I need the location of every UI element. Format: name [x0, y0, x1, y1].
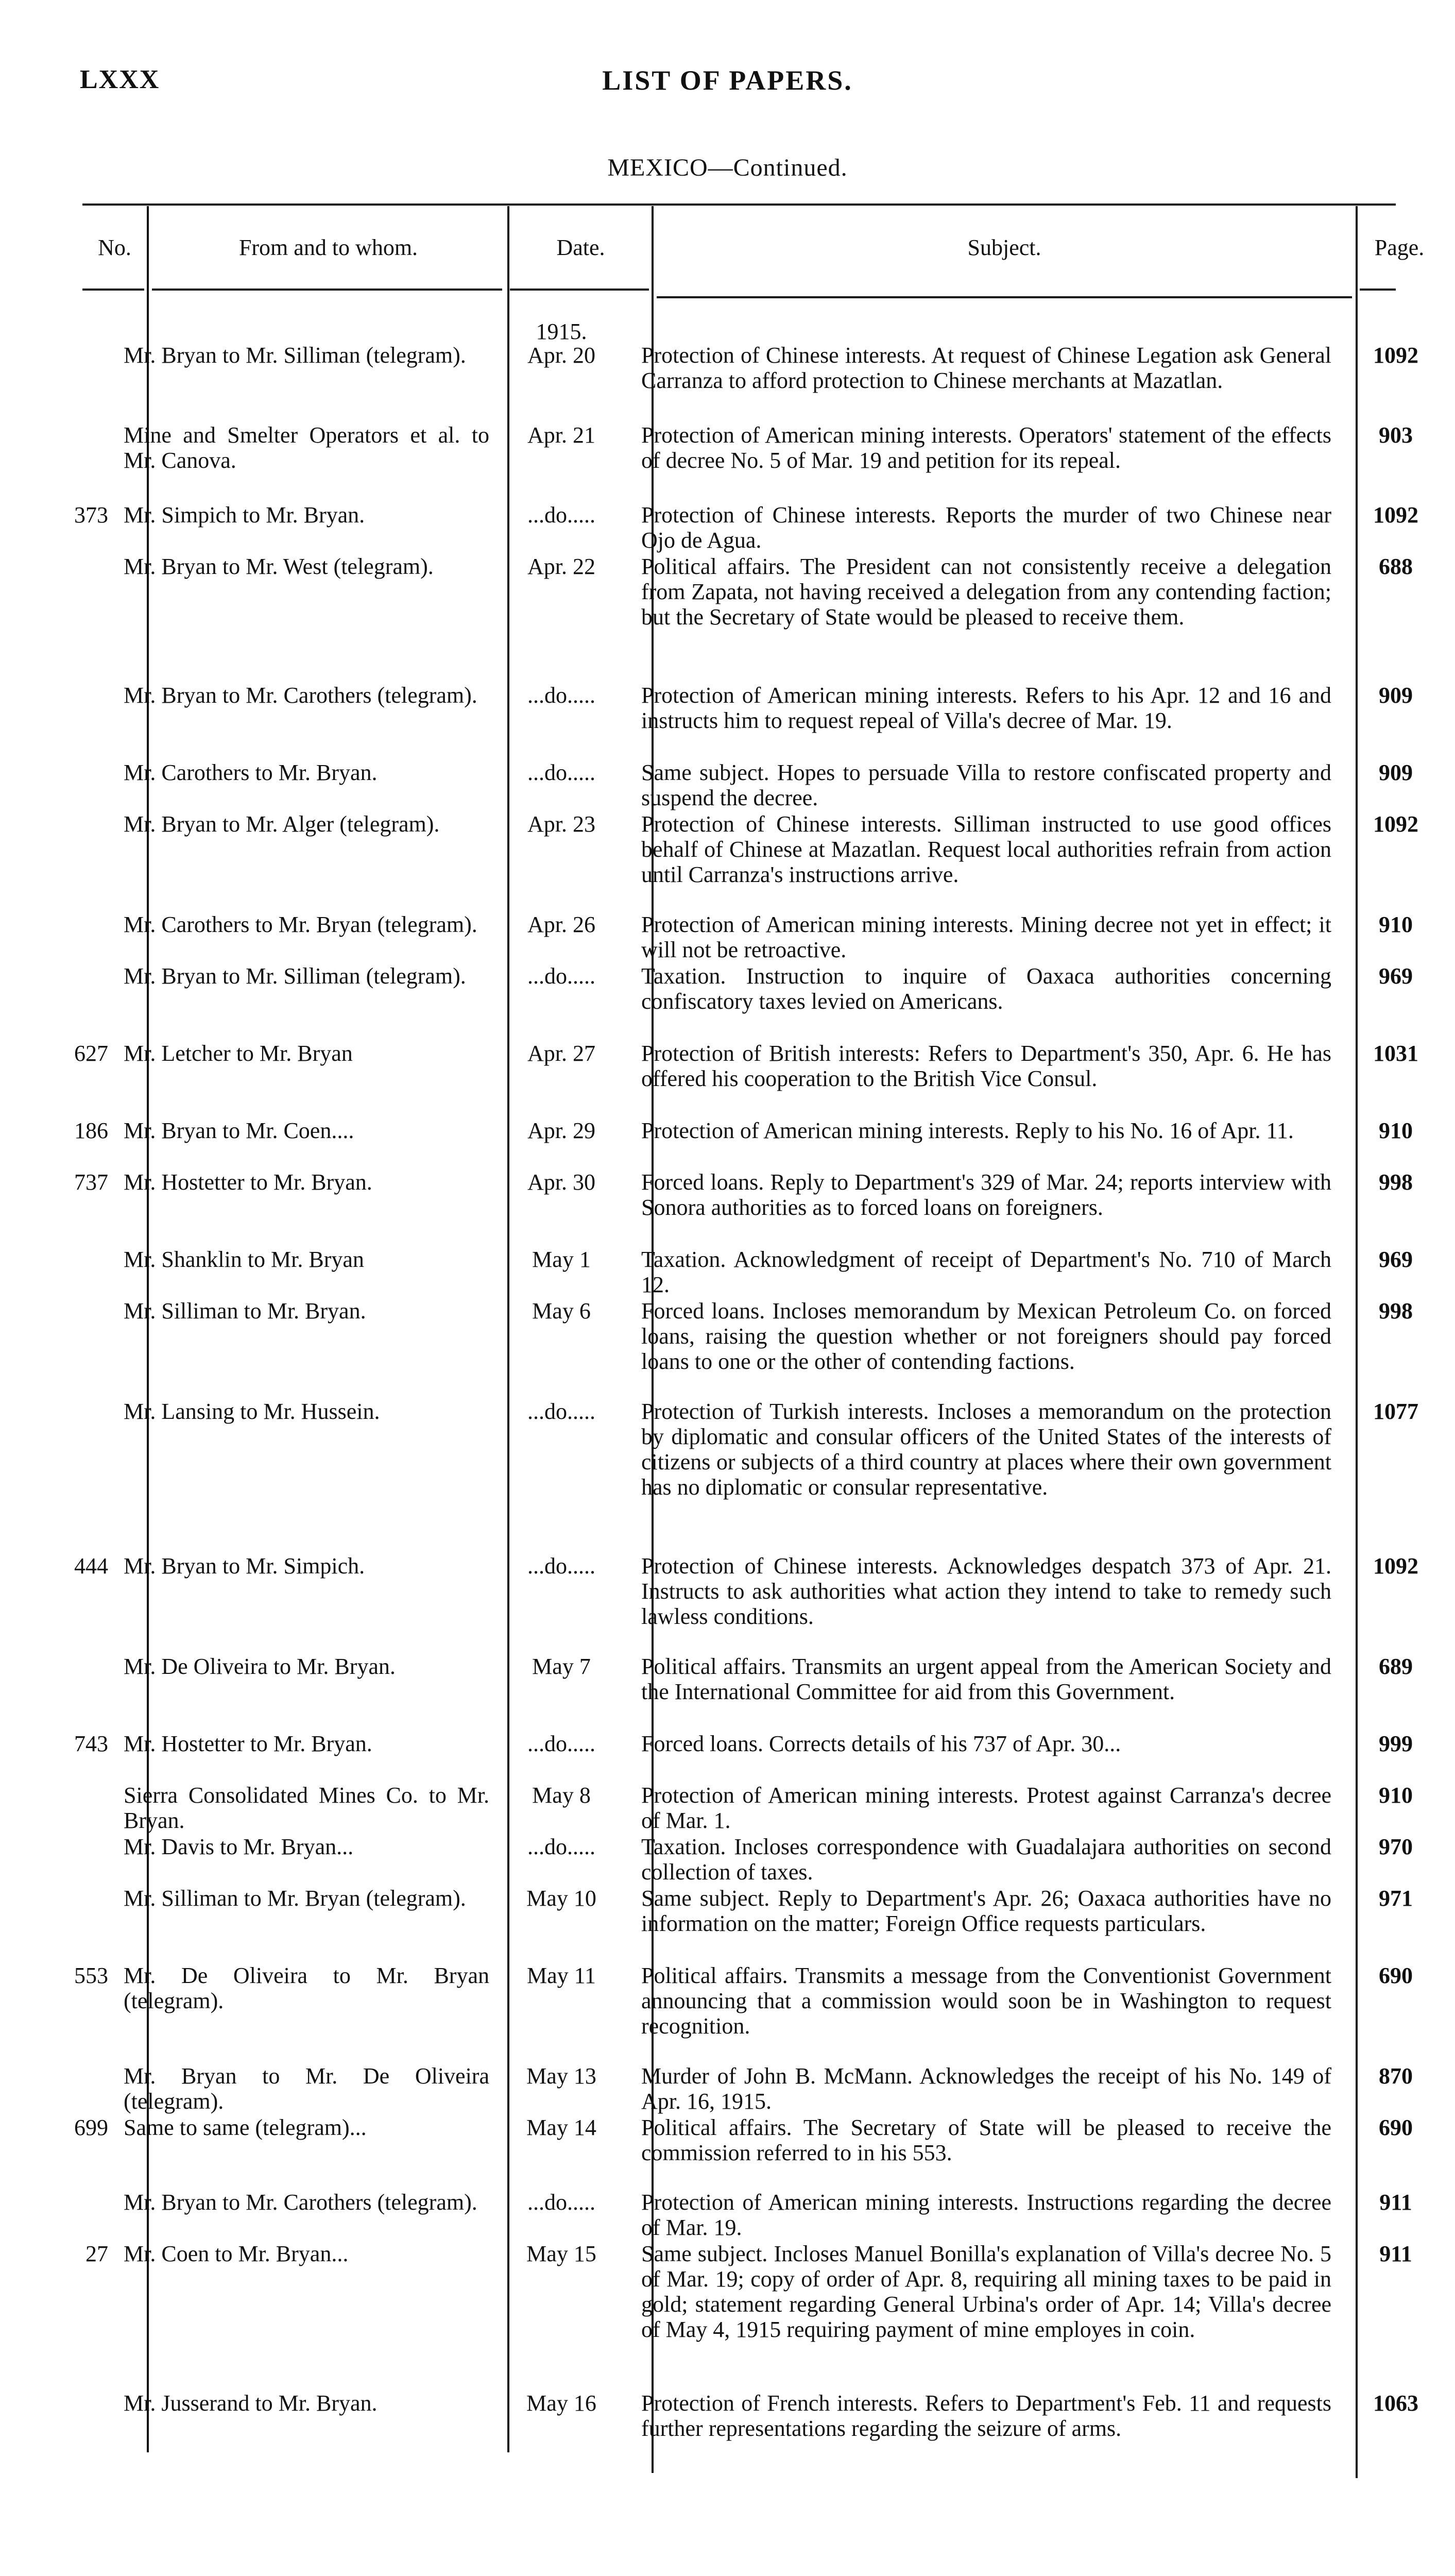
row-from: Mr. Shanklin to Mr. Bryan	[124, 1247, 364, 1272]
row-date: ...do.....	[527, 1834, 595, 1859]
row-subject: Protection of Chinese interests. Silliman instructed to use good offices behalf of Chinese at Mazatlan. Request local authorities refrain from action until Carranza's instructions arrive.	[641, 811, 1331, 887]
row-no: 627	[74, 1041, 108, 1066]
row-from: Mr. Silliman to Mr. Bryan.	[124, 1298, 366, 1324]
row-from: Sierra Consolidated Mines Co. to Mr. Bryan.	[124, 1783, 489, 1833]
row-from: Mr. Bryan to Mr. Simpich.	[124, 1553, 365, 1579]
row-page: 909	[1379, 760, 1413, 785]
row-subject: Protection of American mining interests. Instructions regarding the decree of Mar. 19.	[641, 2190, 1331, 2240]
row-page: 971	[1379, 1886, 1413, 1911]
row-subject: Political affairs. The Secretary of State will be pleased to receive the commission referred to in his 553.	[641, 2115, 1331, 2165]
column-header-no: No.	[98, 235, 131, 260]
row-date: May 6	[532, 1298, 591, 1324]
row-page: 688	[1379, 554, 1413, 579]
row-subject: Protection of Chinese interests. Reports the murder of two Chinese near Ojo de Agua.	[641, 502, 1331, 553]
row-subject: Protection of American mining interests. Refers to his Apr. 12 and 16 and instructs him to request repeal of Villa's decree of Mar. 19.	[641, 683, 1331, 733]
row-from: Mine and Smelter Operators et al. to Mr. Canova.	[124, 422, 489, 473]
row-no: 27	[85, 2241, 108, 2266]
row-page: 690	[1379, 2115, 1413, 2140]
row-no: 743	[74, 1731, 108, 1756]
column-header-subject: Subject.	[967, 235, 1041, 260]
row-from: Mr. Bryan to Mr. Carothers (telegram).	[124, 2190, 477, 2215]
row-page: 1031	[1373, 1041, 1418, 1066]
row-from: Mr. Carothers to Mr. Bryan (telegram).	[124, 912, 477, 937]
row-page: 911	[1379, 2190, 1412, 2215]
row-date: May 11	[526, 1963, 596, 1988]
row-from: Mr. Bryan to Mr. West (telegram).	[124, 554, 434, 579]
row-subject: Same subject. Hopes to persuade Villa to restore confiscated property and suspend the decree.	[641, 760, 1331, 810]
row-subject: Protection of American mining interests. Reply to his No. 16 of Apr. 11.	[641, 1118, 1294, 1143]
row-from: Mr. Bryan to Mr. De Oliveira (telegram).	[124, 2063, 489, 2114]
row-subject: Taxation. Instruction to inquire of Oaxaca authorities concerning confiscatory taxes levied on Americans.	[641, 963, 1331, 1014]
row-page: 1092	[1373, 1553, 1418, 1579]
column-header-from: From and to whom.	[238, 235, 418, 260]
row-page: 870	[1379, 2063, 1413, 2089]
row-subject: Protection of French interests. Refers to Department's Feb. 11 and requests further representations regarding the seizure of arms.	[641, 2391, 1331, 2441]
row-from: Mr. Carothers to Mr. Bryan.	[124, 760, 378, 785]
row-from: Mr. Bryan to Mr. Alger (telegram).	[124, 811, 440, 837]
row-date: ...do.....	[527, 502, 595, 528]
row-subject: Protection of American mining interests. Mining decree not yet in effect; it will not be retroactive.	[641, 912, 1331, 962]
row-page: 1063	[1373, 2391, 1418, 2416]
row-from: Mr. Hostetter to Mr. Bryan.	[124, 1170, 372, 1195]
row-date: ...do.....	[527, 1399, 595, 1424]
row-page: 1092	[1373, 811, 1418, 837]
row-from: Mr. Davis to Mr. Bryan...	[124, 1834, 354, 1859]
row-page: 969	[1379, 1247, 1413, 1272]
row-page: 1092	[1373, 502, 1418, 528]
row-date: May 14	[526, 2115, 596, 2140]
row-from: Mr. Letcher to Mr. Bryan	[124, 1041, 353, 1066]
column-header-page: Page.	[1374, 235, 1425, 260]
row-date: May 8	[532, 1783, 591, 1808]
row-subject: Taxation. Incloses correspondence with Guadalajara authorities on second collection of taxes.	[641, 1834, 1331, 1885]
row-no: 699	[74, 2115, 108, 2140]
row-page: 1092	[1373, 343, 1418, 368]
column-header-date: Date.	[556, 235, 605, 260]
row-no: 444	[74, 1553, 108, 1579]
row-no: 737	[74, 1170, 108, 1195]
row-page: 689	[1379, 1654, 1413, 1679]
row-subject: Same subject. Incloses Manuel Bonilla's explanation of Villa's decree No. 5 of Mar. 19; copy of order of Apr. 8, requiring all mining taxes to be paid in gold; statement regarding General Urbina's order of Apr. 14; Villa's decree of May 4, 1915 requiring payment of mine employes in coin.	[641, 2241, 1331, 2342]
page-title: LIST OF PAPERS.	[602, 65, 853, 96]
row-date: ...do.....	[527, 760, 595, 785]
row-subject: Protection of American mining interests. Protest against Carranza's decree of Mar. 1.	[641, 1783, 1331, 1833]
row-from: Mr. Hostetter to Mr. Bryan.	[124, 1731, 372, 1756]
year-label: 1915.	[536, 319, 587, 344]
row-date: ...do.....	[527, 683, 595, 708]
row-page: 903	[1379, 422, 1413, 448]
row-subject: Protection of Turkish interests. Incloses a memorandum on the protection by diplomatic and consular officers of the United States of the interests of citizens or subjects of a third country at places where their own government has no diplomatic or consular representative.	[641, 1399, 1331, 1500]
row-from: Mr. Bryan to Mr. Silliman (telegram).	[124, 343, 466, 368]
row-date: Apr. 26	[527, 912, 595, 937]
row-date: May 1	[532, 1247, 591, 1272]
row-subject: Political affairs. The President can not consistently receive a delegation from Zapata, not having received a delegation from any contending faction; but the Secretary of State would be pleased to receive them.	[641, 554, 1331, 630]
row-page: 998	[1379, 1298, 1413, 1324]
row-page: 690	[1379, 1963, 1413, 1988]
row-date: Apr. 27	[527, 1041, 595, 1066]
row-no: 186	[74, 1118, 108, 1143]
row-page: 1077	[1373, 1399, 1418, 1424]
row-from: Mr. Bryan to Mr. Carothers (telegram).	[124, 683, 477, 708]
row-date: Apr. 21	[527, 422, 595, 448]
page-number: LXXX	[80, 65, 160, 94]
row-date: May 7	[532, 1654, 591, 1679]
row-date: May 13	[526, 2063, 596, 2089]
row-subject: Protection of American mining interests. Operators' statement of the effects of decree No. 5 of Mar. 19 and petition for its repeal.	[641, 422, 1331, 473]
row-from: Mr. Simpich to Mr. Bryan.	[124, 502, 365, 528]
row-date: May 10	[526, 1886, 596, 1911]
row-page: 910	[1379, 912, 1413, 937]
row-page: 999	[1379, 1731, 1413, 1756]
row-subject: Forced loans. Reply to Department's 329 of Mar. 24; reports interview with Sonora authorities as to forced loans on foreigners.	[641, 1170, 1331, 1220]
row-date: ...do.....	[527, 2190, 595, 2215]
row-subject: Political affairs. Transmits an urgent appeal from the American Society and the International Committee for aid from this Government.	[641, 1654, 1331, 1704]
row-date: May 15	[526, 2241, 596, 2266]
row-from: Mr. De Oliveira to Mr. Bryan (telegram).	[124, 1963, 489, 2013]
row-from: Mr. De Oliveira to Mr. Bryan.	[124, 1654, 396, 1679]
row-from: Mr. Bryan to Mr. Silliman (telegram).	[124, 963, 466, 989]
row-subject: Taxation. Acknowledgment of receipt of Department's No. 710 of March 12.	[641, 1247, 1331, 1297]
row-from: Same to same (telegram)...	[124, 2115, 367, 2140]
row-date: Apr. 22	[527, 554, 595, 579]
row-page: 969	[1379, 963, 1413, 989]
row-subject: Protection of Chinese interests. At request of Chinese Legation ask General Carranza to afford protection to Chinese merchants at Mazatlan.	[641, 343, 1331, 393]
row-date: ...do.....	[527, 1731, 595, 1756]
row-page: 910	[1379, 1118, 1413, 1143]
row-date: Apr. 30	[527, 1170, 595, 1195]
row-date: Apr. 23	[527, 811, 595, 837]
row-date: Apr. 29	[527, 1118, 595, 1143]
row-from: Mr. Jusserand to Mr. Bryan.	[124, 2391, 378, 2416]
row-subject: Murder of John B. McMann. Acknowledges the receipt of his No. 149 of Apr. 16, 1915.	[641, 2063, 1331, 2114]
row-date: ...do.....	[527, 1553, 595, 1579]
row-page: 910	[1379, 1783, 1413, 1808]
row-from: Mr. Coen to Mr. Bryan...	[124, 2241, 349, 2266]
section-heading: MEXICO—Continued.	[607, 154, 848, 181]
row-page: 911	[1379, 2241, 1412, 2266]
row-subject: Forced loans. Incloses memorandum by Mexican Petroleum Co. on forced loans, raising the question whether or not foreigners should pay forced loans to one or the other of contending factions.	[641, 1298, 1331, 1374]
row-no: 553	[74, 1963, 108, 1988]
row-subject: Political affairs. Transmits a message from the Conventionist Government announcing that a commission would soon be in Washington to request recognition.	[641, 1963, 1331, 2039]
row-date: May 16	[526, 2391, 596, 2416]
row-subject: Protection of British interests: Refers to Department's 350, Apr. 6. He has offered his cooperation to the British Vice Consul.	[641, 1041, 1331, 1091]
row-date: Apr. 20	[527, 343, 595, 368]
row-subject: Same subject. Reply to Department's Apr. 26; Oaxaca authorities have no information on the matter; Foreign Office requests particulars.	[641, 1886, 1331, 1936]
row-subject: Protection of Chinese interests. Acknowledges despatch 373 of Apr. 21. Instructs to ask authorities what action they intend to take to remedy such lawless conditions.	[641, 1553, 1331, 1629]
row-page: 970	[1379, 1834, 1413, 1859]
row-from: Mr. Bryan to Mr. Coen....	[124, 1118, 354, 1143]
row-subject: Forced loans. Corrects details of his 737 of Apr. 30...	[641, 1731, 1121, 1756]
row-page: 909	[1379, 683, 1413, 708]
row-page: 998	[1379, 1170, 1413, 1195]
row-from: Mr. Lansing to Mr. Hussein.	[124, 1399, 380, 1424]
row-date: ...do.....	[527, 963, 595, 989]
row-no: 373	[74, 502, 108, 528]
row-from: Mr. Silliman to Mr. Bryan (telegram).	[124, 1886, 466, 1911]
